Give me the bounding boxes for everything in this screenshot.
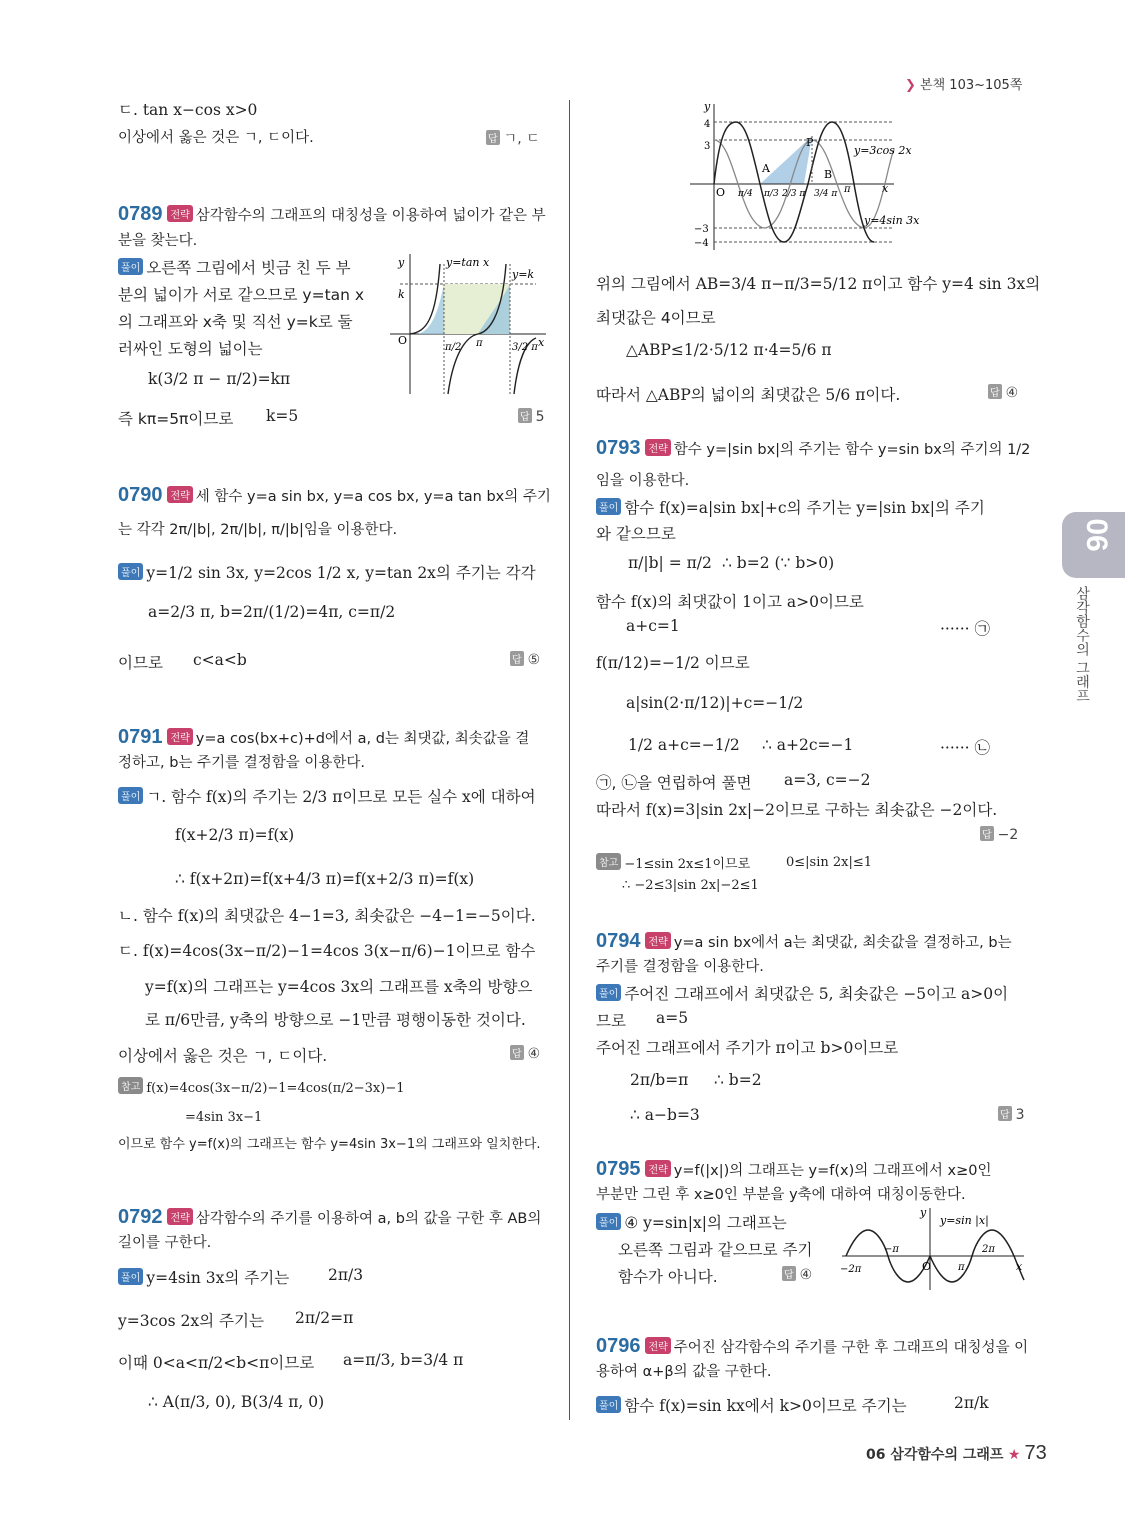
column-divider xyxy=(569,100,570,1420)
solution-0794-l3: 주어진 그래프에서 주기가 π이고 b>0이므로 xyxy=(596,1039,899,1057)
graph-0789-pi: π xyxy=(476,338,483,349)
solution-0789-l5: 즉 kπ=5π이므로 xyxy=(118,410,234,428)
graph-0792-pi: π xyxy=(844,184,851,195)
graph-0789-y: y xyxy=(398,256,405,269)
answer-prev: 답 ㄱ, ㄷ xyxy=(486,128,540,148)
graph-0792 xyxy=(684,100,934,252)
equation-0794-2: ∴ a−b=3 xyxy=(630,1106,700,1124)
solution-0792-l3: 이때 0<a<π/2<b<π이므로 xyxy=(118,1354,315,1372)
graph-0789-k: k xyxy=(398,288,405,301)
solution-0790-l2: 이므로 xyxy=(118,654,163,672)
solution-0792-t4: 따라서 △ABP의 넓이의 최댓값은 5/6 π이다. xyxy=(596,386,901,404)
graph-0792-b: B xyxy=(824,168,833,181)
period-0796: 2π/k xyxy=(954,1394,989,1412)
strategy-0792-cont: 길이를 구한다. xyxy=(118,1235,212,1251)
solution-0795: 풀이 ④ y=sin|x|의 그래프는 xyxy=(596,1211,787,1233)
graph-0789-k-line-label: y=k xyxy=(512,268,535,281)
solution-0792-ab: a=π/3, b=3/4 π xyxy=(343,1351,464,1369)
graph-0789-origin: O xyxy=(398,334,408,347)
solution-0795-l2: 오른쪽 그림과 같으므로 주기 xyxy=(618,1241,813,1259)
reference-0791-l3: 이므로 함수 y=f(x)의 그래프는 함수 y=4sin 3x−1의 그래프와 일치한다. xyxy=(118,1137,541,1152)
solution-0791-l3: ㄷ. f(x)=4cos(3x−π/2)−1=4cos 3(x−π/6)−1이므로 함수 xyxy=(118,942,536,960)
graph-0792-sin-label: y=4sin 3x xyxy=(864,214,920,227)
solution-0792-l2: y=3cos 2x의 주기는 xyxy=(118,1312,264,1330)
equation-0793-4: a|sin(2·π/12)|+c=−1/2 xyxy=(626,694,804,712)
solution-0792-t2: 최댓값은 4이므로 xyxy=(596,309,716,327)
solution-0789-l2: 분의 넓이가 서로 같으므로 y=tan x xyxy=(118,286,365,304)
problem-0794: 0794 전략 y=a sin bx에서 a는 최댓값, 최솟값을 결정하고, b는 xyxy=(596,930,1012,952)
equation-0794-1b: ∴ b=2 xyxy=(714,1071,762,1089)
solution-0793-l3: 함수 f(x)의 최댓값이 1이고 a>0이므로 xyxy=(596,593,864,611)
graph-0792-cos-label: y=3cos 2x xyxy=(854,144,912,157)
solution-0793-ac: a=3, c=−2 xyxy=(784,771,871,789)
graph-0792-a: A xyxy=(762,162,770,175)
graph-0792-minus4: −4 xyxy=(694,238,709,249)
strategy-0791-cont: 정하고, b는 주기를 결정함을 이용한다. xyxy=(118,755,365,771)
graph-0792-y: y xyxy=(704,100,711,113)
reference-0793: 참고 −1≤sin 2x≤1이므로 xyxy=(596,853,750,872)
period-3cos2x: 2π/2=π xyxy=(295,1309,354,1327)
equation-0793-1b: ∴ b=2 (∵ b>0) xyxy=(722,554,835,572)
problem-0793: 0793 전략 함수 y=|sin bx|의 주기는 함수 y=sin bx의 주기의 1/2 xyxy=(596,437,1031,459)
answer-0792: 답 ④ xyxy=(988,384,1018,401)
solution-0789-k: k=5 xyxy=(266,407,299,425)
solution-0793: 풀이 함수 f(x)=a|sin bx|+c의 주기는 y=|sin bx|의 주기 xyxy=(596,496,985,518)
problem-0789: 0789 전략 삼각함수의 그래프의 대칭성을 이용하여 넓이가 같은 부 xyxy=(118,203,546,225)
arrow-icon: ❯ xyxy=(905,78,916,93)
chapter-tab-title: 삼각함수의 그래프 xyxy=(1074,586,1090,703)
prev-line-1: ㄷ. tan x−cos x>0 xyxy=(118,101,258,119)
graph-0792-3pi4: 3/4 π xyxy=(814,189,838,199)
answer-0789: 답 5 xyxy=(518,408,545,425)
solution-0791-l5: 로 π/6만큼, y축의 방향으로 −1만큼 평행이동한 것이다. xyxy=(145,1011,526,1029)
strategy-0793-cont: 임을 이용한다. xyxy=(596,473,690,489)
graph-0792-origin: O xyxy=(716,186,726,199)
marker-1: ······ ㉠ xyxy=(940,620,990,638)
answer-0790: 답 ⑤ xyxy=(510,651,540,668)
graph-0795-origin: O xyxy=(922,1260,932,1273)
period-4sin3x: 2π/3 xyxy=(328,1266,364,1284)
equation-0794-1: 2π/b=π xyxy=(630,1071,689,1089)
chapter-tab-number: 06 xyxy=(1080,518,1113,552)
graph-0792-x: x xyxy=(882,182,889,195)
graph-0792-pi3: π/3 xyxy=(764,189,779,199)
solution-0792-points: ∴ A(π/3, 0), B(3/4 π, 0) xyxy=(148,1393,325,1411)
graph-0789-pi2: π/2 xyxy=(445,342,462,353)
solution-0792-t1: 위의 그림에서 AB=3/4 π−π/3=5/12 π이고 함수 y=4 sin 3x의 xyxy=(596,275,1041,293)
graph-0789-x: x xyxy=(538,336,545,349)
graph-0789-pi32: 3/2 π xyxy=(512,342,538,353)
graph-0795-y: y xyxy=(920,1206,927,1219)
marker-2: ······ ㉡ xyxy=(940,739,990,757)
solution-0792: 풀이 y=4sin 3x의 주기는 xyxy=(118,1266,289,1288)
strategy-0794-cont: 주기를 결정함을 이용한다. xyxy=(596,959,764,975)
graph-0792-2pi3: 2/3 π xyxy=(782,189,806,199)
graph-0795-pi: π xyxy=(958,1262,965,1273)
strategy-0790-cont: 는 각각 2π/|b|, 2π/|b|, π/|b|임을 이용한다. xyxy=(118,522,398,538)
graph-0792-pi4: π/4 xyxy=(738,189,753,199)
graph-0795-2pi: 2π xyxy=(982,1244,995,1255)
solution-0791-l4: y=f(x)의 그래프는 y=4cos 3x의 그래프를 x축의 방향으 xyxy=(145,978,533,996)
graph-0789-tan-label: y=tan x xyxy=(446,256,490,269)
answer-0791: 답 ④ xyxy=(510,1045,540,1062)
problem-0795: 0795 전략 y=f(|x|)의 그래프는 y=f(x)의 그래프에서 x≥0인 xyxy=(596,1158,992,1180)
page-number: 73 xyxy=(1024,1442,1047,1464)
solution-0794: 풀이 주어진 그래프에서 최댓값은 5, 최솟값은 −5이고 a>0이 xyxy=(596,982,1008,1004)
graph-0792-minus3: −3 xyxy=(694,224,709,235)
solution-0791-l2: ㄴ. 함수 f(x)의 최댓값은 4−1=3, 최솟값은 −4−1=−5이다. xyxy=(118,907,536,925)
solution-0793-l5: 따라서 f(x)=3|sin 2x|−2이므로 구하는 최솟값은 −2이다. xyxy=(596,801,998,819)
equation-0790: a=2/3 π, b=2π/(1/2)=4π, c=π/2 xyxy=(148,603,396,621)
solution-0789-l4: 러싸인 도형의 넓이는 xyxy=(118,340,263,358)
solution-0794-a: a=5 xyxy=(656,1009,689,1027)
solution-0789-l3: 의 그래프와 x축 및 직선 y=k로 둘 xyxy=(118,313,353,331)
equation-0793-3: f(π/12)=−1/2 이므로 xyxy=(596,654,750,672)
strategy-0789-cont: 분을 찾는다. xyxy=(118,233,198,249)
equation-0791-2: ∴ f(x+2π)=f(x+4/3 π)=f(x+2/3 π)=f(x) xyxy=(175,870,475,888)
strategy-0796-cont: 용하여 α+β의 값을 구한다. xyxy=(596,1364,772,1380)
graph-0789 xyxy=(386,250,550,396)
reference-0791-l2: =4sin 3x−1 xyxy=(185,1110,263,1125)
problem-0791: 0791 전략 y=a cos(bx+c)+d에서 a, d는 최댓값, 최솟값을 결 xyxy=(118,726,530,748)
answer-0793: 답 −2 xyxy=(980,826,1018,843)
answer-0794: 답 3 xyxy=(998,1106,1025,1123)
equation-0793-1: π/|b| = π/2 xyxy=(628,554,712,572)
solution-0793-l4: ㉠, ㉡을 연립하여 풀면 xyxy=(596,774,752,792)
graph-0792-4: 4 xyxy=(704,119,711,130)
graph-0795-minus-2pi: −2π xyxy=(840,1264,862,1275)
prev-line-2: 이상에서 옳은 것은 ㄱ, ㄷ이다. xyxy=(118,130,314,146)
equation-0793-5b: ∴ a+2c=−1 xyxy=(762,736,854,754)
reference-0793-l2: ∴ −2≤3|sin 2x|−2≤1 xyxy=(622,878,759,893)
solution-0790-order: c<a<b xyxy=(193,651,247,669)
solution-0789: 풀이 오른쪽 그림에서 빗금 친 두 부 xyxy=(118,256,351,278)
problem-0796: 0796 전략 주어진 삼각함수의 주기를 구한 후 그래프의 대칭성을 이 xyxy=(596,1335,1029,1357)
solution-0793-l2: 와 같으므로 xyxy=(596,525,676,543)
graph-0795 xyxy=(838,1206,1028,1292)
graph-0795-label: y=sin |x| xyxy=(940,1214,989,1227)
solution-0790: 풀이 y=1/2 sin 3x, y=2cos 1/2 x, y=tan 2x의 주기는 각각 xyxy=(118,561,536,583)
equation-0789: k(3/2 π − π/2)=kπ xyxy=(148,370,291,388)
solution-0794-l2: 므로 xyxy=(596,1012,626,1030)
solution-0796: 풀이 함수 f(x)=sin kx에서 k>0이므로 주기는 xyxy=(596,1394,907,1416)
solution-0791-l6: 이상에서 옳은 것은 ㄱ, ㄷ이다. xyxy=(118,1047,328,1065)
equation-0791-1: f(x+2/3 π)=f(x) xyxy=(175,826,295,844)
graph-0792-p: P xyxy=(806,136,814,149)
solution-0795-l3: 함수가 아니다. xyxy=(618,1268,718,1286)
graph-0792-3: 3 xyxy=(704,141,711,152)
equation-0792-area: △ABP≤1/2·5/12 π·4=5/6 π xyxy=(626,341,832,359)
graph-0795-x: x xyxy=(1016,1260,1023,1273)
page-footer: 06 삼각함수의 그래프 ★ 73 xyxy=(866,1442,1047,1464)
strategy-0795-cont: 부분만 그린 후 x≥0인 부분을 y축에 대하여 대칭이동한다. xyxy=(596,1187,966,1203)
equation-0793-5: 1/2 a+c=−1/2 xyxy=(628,736,740,754)
solution-0791: 풀이 ㄱ. 함수 f(x)의 주기는 2/3 π이므로 모든 실수 x에 대하여 xyxy=(118,785,536,807)
answer-0795: 답 ④ xyxy=(782,1266,812,1283)
reference-0793-b: 0≤|sin 2x|≤1 xyxy=(786,855,873,870)
problem-0790: 0790 전략 세 함수 y=a sin bx, y=a cos bx, y=a tan bx의 주기 xyxy=(118,484,551,506)
equation-0793-2: a+c=1 xyxy=(626,617,680,635)
graph-0795-minus-pi: −π xyxy=(884,1244,899,1255)
reference-0791: 참고 f(x)=4cos(3x−π/2)−1=4cos(π/2−3x)−1 xyxy=(118,1077,405,1096)
page-reference: ❯ 본책 103~105쪽 xyxy=(905,78,1023,93)
problem-0792: 0792 전략 삼각함수의 주기를 이용하여 a, b의 값을 구한 후 AB의 xyxy=(118,1206,542,1228)
